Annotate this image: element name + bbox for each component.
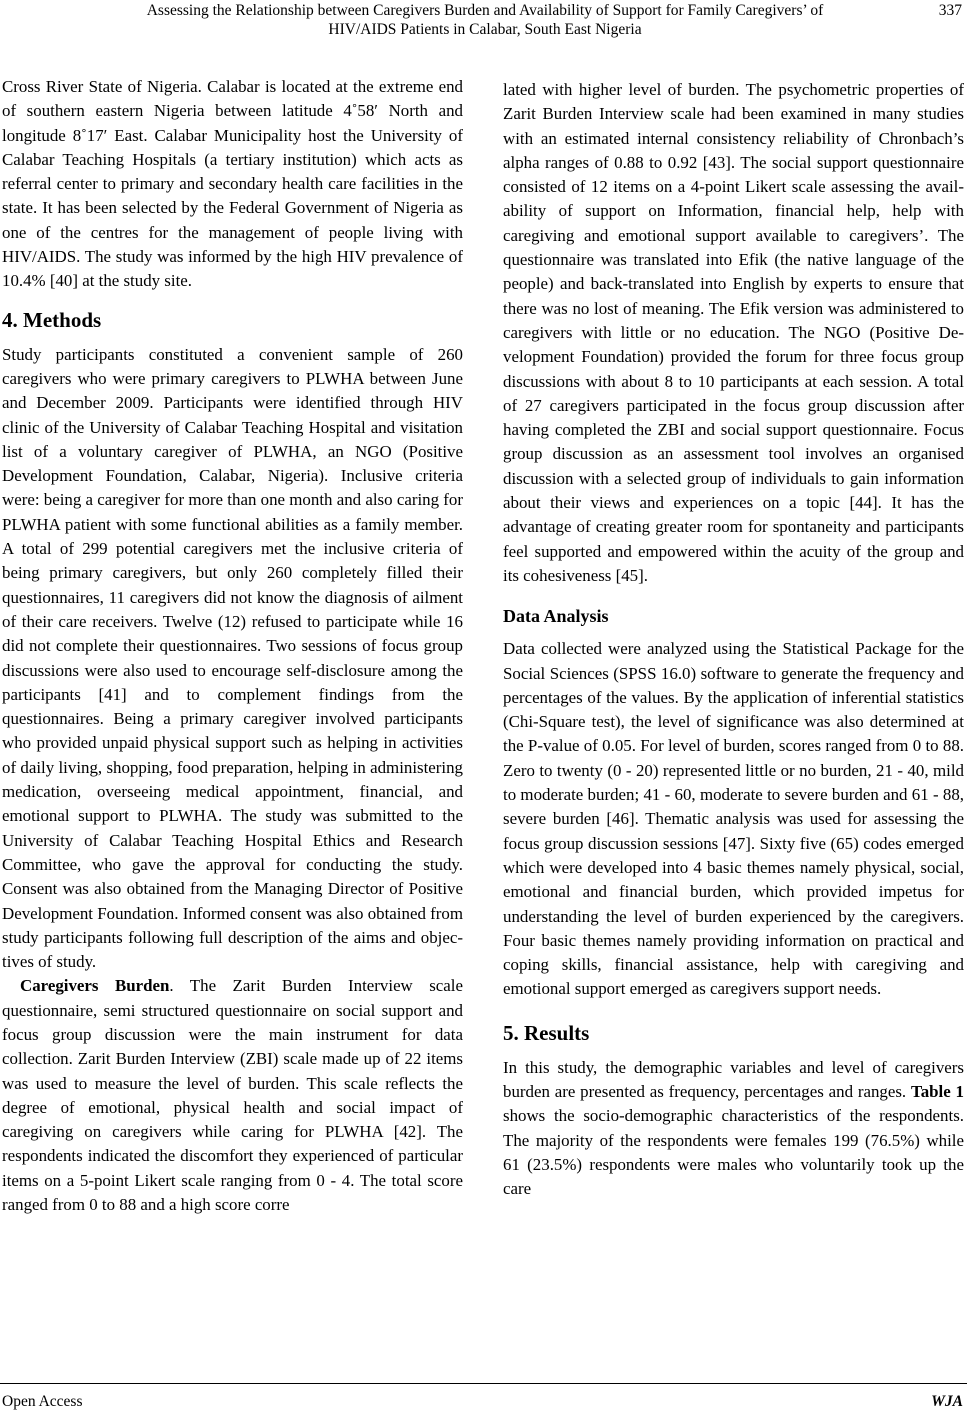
results-text-after: shows the socio-demographic characteristics of the respondents. The majority of the respondents were females 199 (76.5%) while 61 (23.5%) respondents were males who voluntarily took up the care bbox=[503, 1106, 964, 1199]
methods-heading: 4. Methods bbox=[2, 307, 102, 332]
left-column bbox=[2, 75, 463, 1217]
caregivers-burden-text: . The Zarit Burden Interview scale questionnaire, semi structured questionnaire on social support and focus group discussion were the main instrument for data collection. Zarit Burden Interview (ZBI) scale made up of 22 items was used to measure the level of burden. This scale reflects the degree of emotional, physical health and social impact of caregiving on caregivers while caring for PLWHA [42]. The respondents indicated the discomfort they experienced of particular items on a 5-point Likert scale ranging from 0 - 4. The total score ranged from 0 to 88 and a high score corre bbox=[2, 976, 463, 1215]
caregivers-burden-paragraph bbox=[2, 974, 463, 1217]
running-title-line-1: Assessing the Relationship between Caregivers Burden and Availability of Support for Family Caregivers’ of bbox=[146, 2, 824, 19]
caregivers-burden-label: Caregivers Burden bbox=[20, 976, 170, 996]
page-number: 337 bbox=[938, 2, 962, 19]
right-column bbox=[503, 78, 964, 1201]
continued-paragraph: lated with higher level of burden. The psychometric properties of Zarit Burden Interview scale had been examined in many studies with an estimated internal consistency reliability of Chronbach’s alpha ranges of 0.88 to 0.92 [43]. The social support questionnaire consisted of 12 items on a 4-point Likert scale assessing the availability of support on Information, financial help, help with caregiving and emotional support available to caregivers’. The questionnaire was translated into Efik (the native language of the people) and back-translated into English by experts to ensure that there was no lost of meaning. The Efik version was administered to caregivers with little or no education. The NGO (Positive Development Foundation) provided the forum for three focus group discussions with about 8 to 10 participants at each session. A total of 27 caregivers participated in the focus group discussion after having completed the ZBI and social support questionnaire. Focus group discussion as an assessment tool involves an organised discussion with a selected group of individuals to gain information about their views and experiences on a topic [44]. It has the advantage of creating greater room for spontaneity and participants feel supported and empowered within the acuity of the group and its cohesiveness [45]. bbox=[503, 80, 964, 585]
methods-paragraph: Study participants constituted a convenient sample of 260 caregivers who were primary caregivers to PLWHA between June and December 2009. Participants were identified through HIV clinic of the University of Calabar Teaching Hospital and visitation list of a voluntary caregiver of PLWHA, an NGO (Positive Development Foundation, Calabar, Nigeria). Inclusive criteria were: being a caregiver for more than one month and also caring for PLWHA patient with some functional abilities as a family member. A total of 299 potential caregivers met the inclusive criteria of being primary caregivers, but only 260 completely filled their questionnaires, 11 caregivers did not know the diagnosis of ailment of their care receivers. Twelve (12) refused to participate while 16 did not complete their questionnaires. Two sessions of focus group discussions were also used to encourage self-disclosure among the participants [41] and to complement findings from the questionnaires. Being a primary caregiver involved participants who provided unpaid physical support such as helping in activities of daily living, shopping, food preparation, helping in administering medication, overseeing medical appointment, financial, and emotional support to PLWHA. The study was submitted to the University of Calabar Teaching Hospital Ethics and Research Committee, who gave the approval for conducting the study. Consent was also obtained from the Managing Director of Positive Development Foundation. Informed consent was also obtained from study participants following full description of the aims and objectives of study. bbox=[2, 344, 463, 972]
results-text-before: In this study, the demographic variables and level of caregivers burden are presented as frequency, percentages and ranges. bbox=[503, 1057, 964, 1101]
running-title bbox=[60, 1, 910, 39]
data-analysis-heading: Data Analysis bbox=[503, 606, 609, 627]
data-analysis-paragraph: Data collected were analyzed using the Statistical Package for the Social Sciences (SPSS 16.0) software to generate the frequency and percentages of the values. By the application of inferential statistics (Chi-Square test), the level of significance was also determined at the P-value of 0.05. For level of burden, scores ranged from 0 to 88. Zero to twenty (0 - 20) represented little or no burden, 21 - 40, mild to moderate burden; 41 - 60, moderate to severe burden and 61 - 88, severe burden [46]. Thematic analysis was used for assessing the focus group discussion sessions [47]. Sixty five (65) codes emerged which were developed into 4 basic themes namely physical, social, emotional and financial burden, which provided impetus for understanding the level of burden experienced by the caregivers. Four basic themes namely providing information on practical and coping skills, financial assistance, help with caregiving and emotional support emerged as caregivers support needs. bbox=[503, 639, 964, 999]
intro-paragraph: Cross River State of Nigeria. Calabar is located at the extreme end of southern eastern Nigeria between latitude 4˚58′ North and longitude 8˚17′ East. Calabar Municipality host the University of Calabar Teaching Hospitals (a tertiary institution) which acts as referral center to primary and secondary health care facilities in the state. It has been selected by the Federal Government of Nigeria as one of the centres for the management of people living with HIV/AIDS. The study was informed by the high HIV prevalence of 10.4% [40] at the study site. bbox=[2, 77, 463, 291]
footer-open-access: Open Access bbox=[2, 1393, 83, 1410]
page-footer bbox=[0, 1383, 967, 1414]
running-title-line-2: HIV/AIDS Patients in Calabar, South East Nigeria bbox=[328, 21, 642, 38]
results-paragraph bbox=[503, 1056, 964, 1202]
table-1-reference: Table 1 bbox=[910, 1081, 964, 1101]
results-heading: 5. Results bbox=[503, 1020, 590, 1045]
page-header bbox=[0, 0, 967, 50]
footer-journal-abbrev: WJA bbox=[931, 1393, 963, 1410]
